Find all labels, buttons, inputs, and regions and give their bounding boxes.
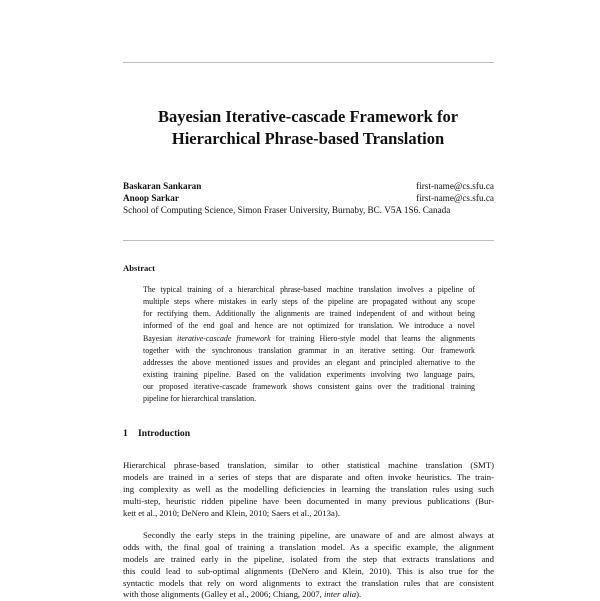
abstract-line: addresses the above mentioned issues and provides an elegant and principled alternative to the <box>143 357 475 367</box>
body-text: with those alignments (Galley et al., 2006; Chiang, 2007, <box>123 589 324 600</box>
body-line: kett et al., 2010; DeNero and Klein, 2010; Saers et al., 2013a). <box>123 507 340 518</box>
body-line: Secondly the early steps in the training pipeline, are unaware of and are almost always at <box>143 530 494 540</box>
abstract-body <box>143 284 475 405</box>
body-line: multi-step, heuristic ridden pipeline have been documented in many previous publications (Bur- <box>123 495 494 506</box>
body-text: ). <box>356 589 362 600</box>
author-email[interactable]: first-name@cs.sfu.ca <box>416 193 494 203</box>
top-divider <box>123 62 494 63</box>
abstract-emphasis: iterative-cascade framework <box>177 333 271 343</box>
abstract-text: for training Hiero-style model that learns the alignments <box>270 333 475 343</box>
abstract-line: for rectifying them. Additionally the alignments are trained independent of and without being <box>143 309 475 319</box>
title-line: Hierarchical Phrase-based Translation <box>171 129 445 148</box>
body-line: models are trained early in the pipeline, isolated from the step that extracts translations and <box>123 553 494 564</box>
section-title: Introduction <box>138 428 191 439</box>
body-line: ing complexity as well as the modelling deficiencies in learning the translation rules using such <box>123 483 494 494</box>
abstract-line: The typical training of a hierarchical phrase-based machine translation involves a pipeline of <box>143 285 475 294</box>
body-line: this could lead to sub-optimal alignments (DeNero and Klein, 2010). This is also true for the <box>123 565 494 576</box>
abstract-line: existing training pipeline. Based on the validation experiments involving two language pairs, <box>143 369 475 379</box>
body-line: Hierarchical phrase-based translation, similar to other statistical machine translation (SMT) <box>123 460 494 470</box>
body-paragraph <box>123 460 494 519</box>
body-line: syntactic models that rely on word alignments to extract the translation rules that are consistent <box>123 577 494 588</box>
section-number: 1 <box>123 428 128 439</box>
affiliation: School of Computing Science, Simon Fraser University, Burnaby, BC. V5A 1S6. Canada <box>123 205 451 215</box>
abstract-line: together with the synchronous translation grammar in an iterative setting. Our framework <box>143 345 475 355</box>
paper-title <box>100 106 516 150</box>
abstract-text: Bayesian <box>143 333 177 343</box>
abstract-line: multiple steps where mistakes in early steps of the pipeline are propagated without any scope <box>143 297 475 307</box>
body-line <box>123 589 494 601</box>
body-line: models are trained in a series of steps that are disparate and often invoke heuristics. The train- <box>123 471 494 482</box>
abstract-line <box>143 333 475 345</box>
body-line: odds with, the final goal of training a translation model. As a specific example, the alignment <box>123 541 494 552</box>
header-divider <box>123 240 494 241</box>
abstract-line: informed of the end goal and hence are not optimized for translation. We introduce a novel <box>143 321 475 331</box>
abstract-line: pipeline for hierarchical translation. <box>143 394 257 404</box>
author-name: Baskaran Sankaran <box>123 181 202 191</box>
abstract-line: our proposed iterative-cascade framework shows consistent gains over the traditional training <box>143 382 475 392</box>
body-paragraph <box>123 530 494 601</box>
author-email[interactable]: first-name@cs.sfu.ca <box>416 181 494 191</box>
abstract-heading: Abstract <box>123 263 155 273</box>
body-emphasis: inter alia <box>324 589 357 600</box>
section-heading <box>123 428 190 439</box>
title-line: Bayesian Iterative-cascade Framework for <box>157 107 459 126</box>
author-name: Anoop Sarkar <box>123 193 179 203</box>
